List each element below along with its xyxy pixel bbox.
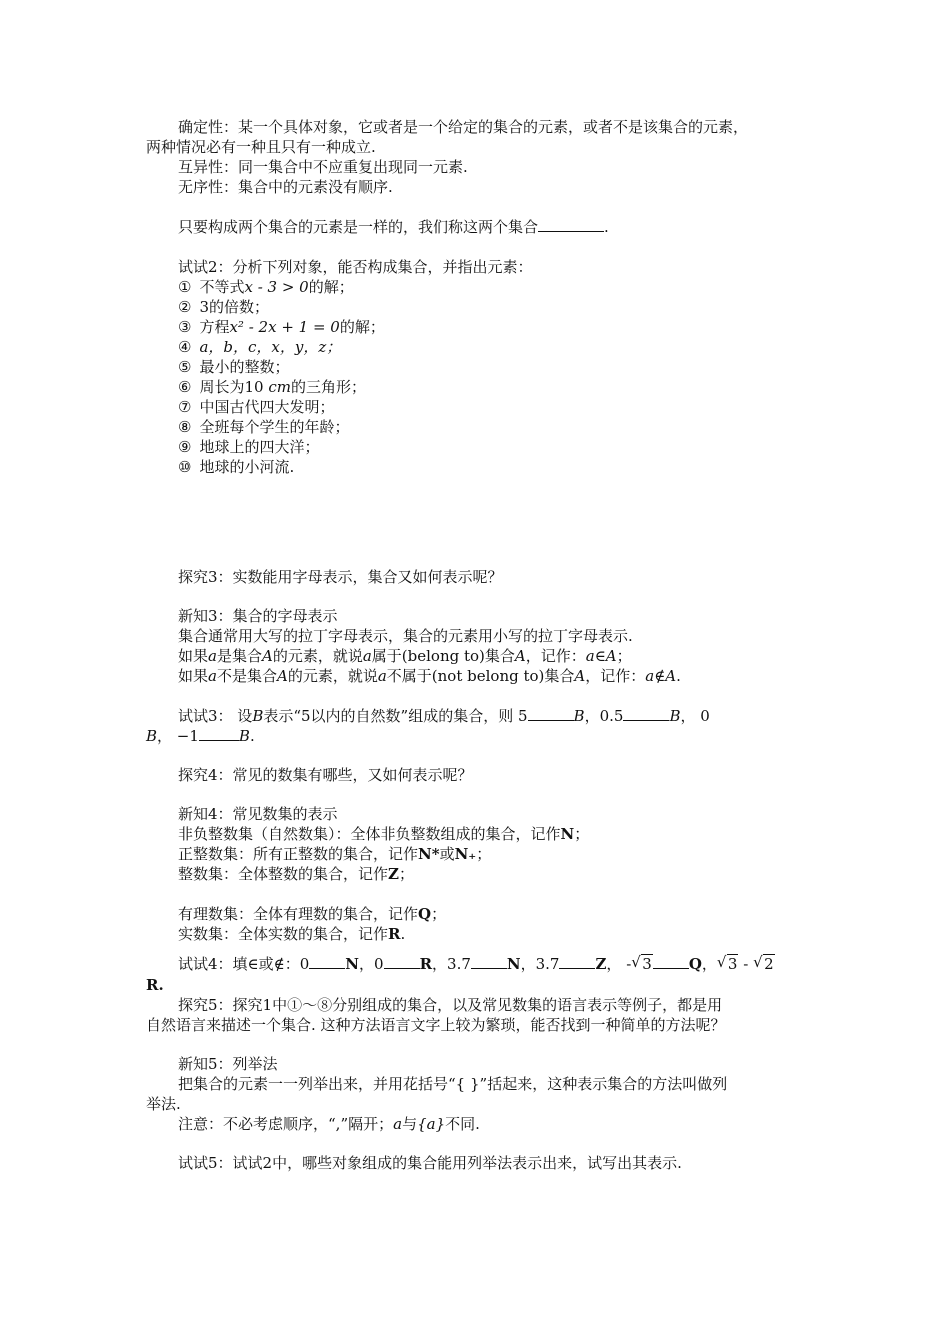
answer-blank [623, 706, 669, 721]
text: ； [476, 845, 492, 863]
text: - [738, 955, 754, 973]
set-symbol: N [560, 825, 575, 843]
try2-item [178, 457, 840, 477]
item-number: ⑤ [178, 358, 192, 376]
new3-line3 [178, 666, 840, 686]
item-number: ③ [178, 318, 192, 336]
set-symbol: N [345, 955, 360, 973]
text: 有理数集：全体有理数的集合，记作 [178, 905, 419, 923]
text: ， [701, 955, 717, 973]
text: ； [398, 865, 414, 883]
var-B: B [146, 727, 158, 745]
try3-line1 [178, 706, 840, 726]
radicand: 3 [642, 955, 652, 973]
var-B: B [669, 707, 681, 725]
try5-line: 试试5：试试2中，哪些对象组成的集合能用列举法表示出来，试写出其表示. [178, 1154, 682, 1172]
sqrt-2 [753, 953, 775, 975]
var-a: a [362, 647, 372, 665]
set-symbol: R [419, 955, 433, 973]
text: 不同. [445, 1115, 480, 1133]
item-math: cm [268, 378, 291, 396]
text: 试试4：填∈或∉：0 [178, 955, 310, 973]
text: ，记作： [525, 647, 586, 665]
new5-line2: 举法. [146, 1095, 181, 1113]
item-text: 中国古代四大发明； [199, 398, 335, 416]
var-A: A [514, 647, 526, 665]
try2-item [178, 397, 840, 417]
new4-integer [178, 864, 840, 884]
answer-blank [309, 954, 345, 969]
try2-item [178, 317, 840, 337]
text: . [676, 667, 681, 685]
text: 与 [402, 1115, 418, 1133]
var-B: B [252, 707, 264, 725]
text: 的元素，就说 [287, 667, 378, 685]
item-text: 3的倍数； [199, 298, 269, 316]
explore4-line: 探究4：常见的数集有哪些，又如何表示呢？ [178, 766, 473, 784]
try2-item [178, 297, 840, 317]
set-symbol: Q [688, 955, 702, 973]
try3-line2 [146, 726, 808, 746]
try2-title: 试试2：分析下列对象，能否构成集合，并指出元素： [178, 258, 533, 276]
text: 实数集：全体实数的集合，记作 [178, 925, 389, 943]
new3-title: 新知3：集合的字母表示 [178, 607, 338, 625]
item-number: ⑦ [178, 398, 192, 416]
new5-title: 新知5：列举法 [178, 1055, 278, 1073]
var-a: a [393, 1115, 403, 1133]
radical-icon: √ [716, 953, 727, 971]
item-number: ① [178, 278, 192, 296]
var-B: B [573, 707, 585, 725]
set-symbol: N* [418, 845, 440, 863]
try4-line2: R. [146, 976, 164, 994]
text: 不属于(not belong to)集合 [386, 667, 575, 685]
answer-blank [471, 954, 507, 969]
item-text: 不等式 [199, 278, 245, 296]
membership-notation: a∈A [585, 647, 617, 665]
try2-item [178, 357, 840, 377]
answer-blank [199, 726, 239, 741]
text: ， −1 [157, 727, 199, 745]
var-B: B [238, 727, 250, 745]
item-number: ② [178, 298, 192, 316]
text: . [400, 925, 406, 943]
new4-title: 新知4：常见数集的表示 [178, 805, 338, 823]
text: ，3.7 [520, 955, 560, 973]
item-math: a，b，c，x，y，z； [199, 338, 342, 356]
item-text: 的解； [339, 318, 385, 336]
var-A: A [261, 647, 273, 665]
item-text: 的解； [308, 278, 354, 296]
set-a: {a} [417, 1115, 446, 1133]
item-number: ⑨ [178, 438, 192, 456]
answer-blank [384, 954, 420, 969]
set-symbol: Z [595, 955, 607, 973]
item-text: 地球上的四大洋； [199, 438, 320, 456]
certainty-line-1: 确定性：某一个具体对象，它或者是一个给定的集合的元素，或者不是该集合的元素， [178, 118, 749, 136]
item-text: 周长为10 [199, 378, 269, 396]
item-text: 全班每个学生的年龄； [199, 418, 350, 436]
try2-item [178, 277, 840, 297]
new4-natural [178, 824, 840, 844]
new4-real [178, 924, 840, 944]
try2-item [178, 337, 840, 357]
sqrt-3 [631, 953, 653, 975]
set-symbol: Z [388, 865, 399, 883]
text: 表示“5以内的自然数”组成的集合，则 5 [263, 707, 528, 725]
text: ； [574, 825, 590, 843]
item-text: 地球的小河流. [199, 458, 295, 476]
var-A: A [574, 667, 586, 685]
text: 非负整数集（自然数集）：全体非负整数组成的集合，记作 [178, 825, 561, 843]
text: 注意：不必考虑顺序，“,”隔开； [178, 1115, 394, 1133]
try2-item [178, 377, 840, 397]
radicand: 3 [727, 955, 738, 973]
answer-blank [538, 217, 604, 232]
explore5-line2: 自然语言来描述一个集合. 这种方法语言文字上较为繁琐，能否找到一种简单的方法呢？ [146, 1016, 726, 1034]
item-number: ④ [178, 338, 192, 356]
explore3-line: 探究3：实数能用字母表示，集合又如何表示呢？ [178, 568, 503, 586]
new3-line2 [178, 646, 840, 666]
answer-blank [559, 954, 595, 969]
radicand: 2 [764, 955, 774, 973]
text: 如果 [178, 647, 209, 665]
text: ， - [606, 955, 632, 973]
var-a: a [377, 667, 387, 685]
text: 或 [439, 845, 455, 863]
new3-line1: 集合通常用大写的拉丁字母表示，集合的元素用小写的拉丁字母表示. [178, 627, 633, 645]
new5-note [178, 1114, 840, 1134]
text: 整数集：全体整数的集合，记作 [178, 865, 389, 883]
text: 如果 [178, 667, 209, 685]
var-A: A [276, 667, 288, 685]
text: ； [431, 905, 447, 923]
distinctness-line: 互异性：同一集合中不应重复出现同一元素. [178, 158, 468, 176]
text: 试试3： 设 [178, 707, 253, 725]
text: ，0 [359, 955, 384, 973]
new5-line1: 把集合的元素一一列举出来，并用花括号“{ }”括起来，这种表示集合的方法叫做列 [178, 1075, 728, 1093]
new4-positive [178, 844, 840, 864]
radical-icon: √ [631, 953, 641, 971]
text: ， 0 [680, 707, 710, 725]
item-number: ⑥ [178, 378, 192, 396]
set-symbol: N₊ [454, 845, 477, 863]
equal-sets-period: . [604, 218, 609, 236]
text: ； [616, 647, 632, 665]
item-text: 的三角形； [290, 378, 366, 396]
item-number: ⑩ [178, 458, 192, 476]
answer-blank [528, 706, 574, 721]
set-symbol: N [506, 955, 521, 973]
new4-rational [178, 904, 840, 924]
var-a: a [208, 647, 217, 665]
radical-icon: √ [753, 953, 763, 971]
text: 不是集合 [216, 667, 277, 685]
certainty-line-2: 两种情况必有一种且只有一种成立. [146, 138, 376, 156]
text: 属于(belong to)集合 [371, 647, 515, 665]
unordered-line: 无序性：集合中的元素没有顺序. [178, 178, 393, 196]
try4-line1 [178, 953, 840, 975]
set-symbol: R [388, 925, 401, 943]
answer-blank [653, 954, 689, 969]
non-membership-notation: a∉A [645, 667, 677, 685]
item-number: ⑧ [178, 418, 192, 436]
try2-item [178, 417, 840, 437]
text: 的元素，就说 [272, 647, 363, 665]
explore5-line1: 探究5：探究1中①～⑧分别组成的集合，以及常见数集的语言表示等例子，都是用 [178, 996, 723, 1014]
text: 正整数集：所有正整数的集合，记作 [178, 845, 419, 863]
item-math: x - 3 > 0 [244, 278, 309, 296]
item-text: 最小的整数； [199, 358, 290, 376]
text: ，0.5 [584, 707, 624, 725]
item-math: x² - 2x + 1 = 0 [229, 318, 340, 336]
text: ，3.7 [432, 955, 471, 973]
item-text: 方程 [199, 318, 230, 336]
sqrt-3 [717, 953, 739, 975]
text: 是集合 [216, 647, 262, 665]
text: ，记作： [585, 667, 646, 685]
set-symbol: Q [418, 905, 432, 923]
try2-item [178, 437, 840, 457]
equal-sets-text: 只要构成两个集合的元素是一样的，我们称这两个集合 [178, 218, 539, 236]
var-a: a [208, 667, 217, 685]
equal-sets-line [178, 217, 840, 237]
text: . [249, 727, 255, 745]
